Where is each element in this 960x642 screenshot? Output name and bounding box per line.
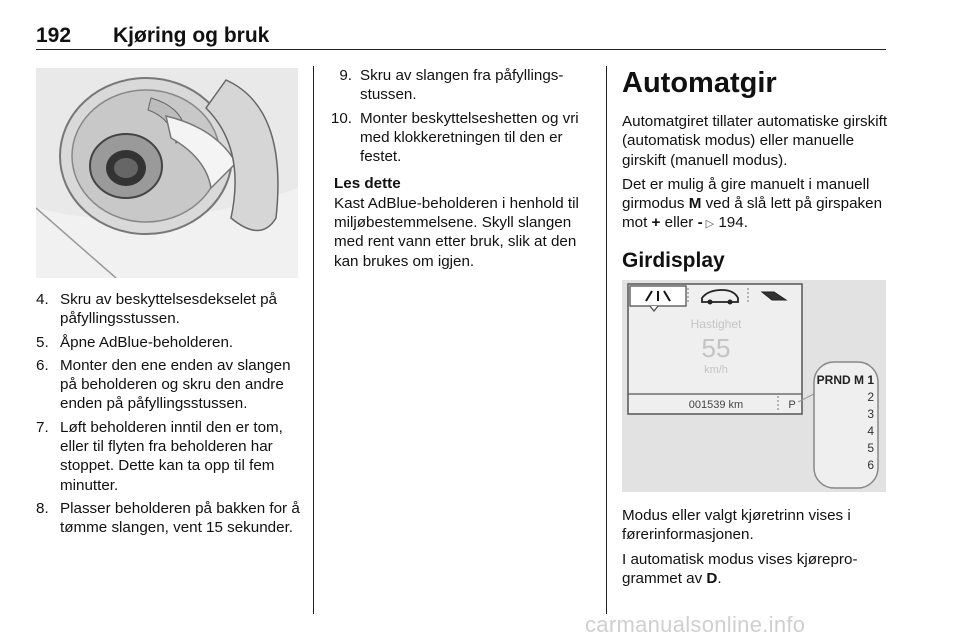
gear-4: 4	[867, 424, 874, 438]
column-3-bottom	[622, 506, 888, 593]
page-title: Kjøring og bruk	[113, 24, 270, 47]
paragraph: Automatgiret tillater automatiske girskift (automatisk modus) eller manuelle girskift (manuell modus).	[622, 113, 888, 169]
list-item: 7. Løft beholderen inntil den er tom, eller til flyten fra beholderen har stoppet. Dette kan ta opp til fem minutter.	[36, 418, 283, 494]
list-item: 6. Monter den ene enden av slangen på beholderen og skru den andre enden på påfyllingsstussen.	[36, 356, 291, 413]
gear-indicator: P	[788, 399, 796, 411]
column-2	[320, 66, 598, 271]
gear-display-illustration	[622, 280, 886, 492]
section-heading: Automatgir	[622, 67, 777, 99]
paragraph: I automatisk modus vises kjøreprogrammet av D.	[622, 550, 858, 587]
gear-5: 5	[867, 441, 874, 455]
adblue-filler-illustration	[36, 68, 298, 278]
watermark: carmanualsonline.info	[585, 612, 806, 637]
note-text: Kast AdBlue-beholderen i henhold til miljøbestemmelsene. Skyll slangen med rent vann etter bruk, slik at den kan brukes om igjen.	[334, 194, 579, 270]
gear-2: 2	[867, 390, 874, 404]
column-3	[622, 66, 888, 270]
list-item: 10. Monter beskyttelseshetten og vri med klokkeretningen til den er festet.	[330, 109, 579, 166]
gear-3: 3	[867, 407, 874, 421]
column-1	[36, 290, 300, 542]
gear-6: 6	[867, 458, 874, 472]
speed-unit: km/h	[704, 364, 728, 376]
column-divider	[606, 66, 607, 614]
odometer: 001539 km	[688, 399, 744, 411]
list-item: 5. Åpne AdBlue-beholderen.	[36, 333, 234, 351]
page-reference-icon: ▷	[702, 218, 715, 231]
paragraph: Det er mulig å gire manuelt i manuell girmodus M ved å slå lett på girspaken mot + eller - ▷ 194.	[622, 175, 883, 232]
note-box	[320, 174, 598, 270]
column-divider	[313, 66, 314, 614]
list-item: 8. Plasser beholderen på bakken for å tømme slangen, vent 15 sekunder.	[36, 499, 300, 537]
paragraph: Modus eller valgt kjøretrinn vises i førerinformasjonen.	[622, 507, 851, 544]
list-item: 9. Skru av slangen fra påfyllingsstussen.	[339, 67, 564, 104]
page-number: 192	[36, 24, 72, 47]
subsection-heading: Girdisplay	[622, 248, 725, 272]
gear-row: PRND M 1	[816, 373, 874, 387]
list-item: 4. Skru av beskyttelsesdekselet på påfyllingsstussen.	[36, 291, 277, 328]
speed-label: Hastighet	[690, 317, 742, 331]
header-rule	[36, 49, 886, 50]
note-heading: Les dette	[334, 175, 401, 193]
speed-value: 55	[701, 333, 731, 363]
